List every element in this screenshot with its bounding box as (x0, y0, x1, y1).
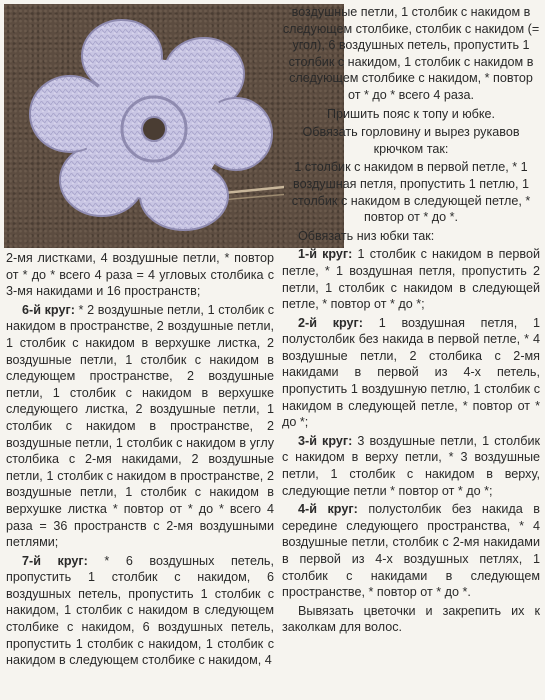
round-6-text: * 2 воздушные петли, 1 столбик с накидом в пространстве, 2 воздушные петли, 1 столбик с накидом в верхушке листка, 2 воздушные петли, 1 столбик с накидом в следующем пространстве, 2 воздушные петли, 1 столбик с накидом в верхушке следующего листка, 2 воздушные петли, 1 столбик с накидом в пространстве, 2 воздушные петли, 1 столбик с накидом в углу столбика с 2-мя накидами, 2 воздушные петли, 1 столбик с накидом в пространстве, 2 воздушные петли, 1 столбик с накидом в верхушке листка * повтор от * до * всего 4 раза = 36 пространств с 2-мя воздушными петлями; (6, 302, 274, 550)
round-2-text: 1 воздушная петля, 1 полустолбик без накида в первой петле, * 4 воздушные петли, 2 столбика с 2-мя накидами в первой из 4-х петель, пропустить 1 воздушную петлю, 1 столбик с накидом в следующей петле, * повтор от * до *; (282, 315, 540, 430)
round-7-paragraph (6, 553, 274, 669)
round-6-paragraph (6, 302, 274, 551)
round-3-text: 3 воздушные петли, 1 столбик с накидом в верху петли, * 3 воздушные петли, 1 столбик с накидом в верху, следующие петли * повтор от * до *; (282, 433, 540, 498)
right-paragraph-4: 1 столбик с накидом в первой петле, * 1 воздушная петля, пропустить 1 петлю, 1 столбик с накидом в следующей петле, * повтор от * до *. (291, 160, 531, 225)
right-paragraph-1: воздушные петли, 1 столбик с накидом в следующем столбике, столбик с накидом (= угол), 6 воздушных петель, пропустить 1 столбик с накидом, 1 столбик с накидом в следующем столбике с накидом, * повтор от * до * всего 4 раза. (282, 5, 540, 102)
round-4-label: 4-й круг: (298, 502, 358, 517)
right-paragraph-3: Обвязать горловину и вырез рукавов крючком так: (302, 125, 520, 156)
round-1-text: 1 столбик с накидом в первой петле, * 1 воздушная петля, пропустить 2 петли, 1 столбик с накидом в следующей петле, * повтор от * до *; (282, 247, 540, 312)
round-4-text: полустолбик без накида в середине следующего пространства, * 4 воздушные петли, столбик с 2-мя накидами в первой из 4-х воздушных петлях, 1 столбик с накидами в следующем пространстве, * повтор от * до *. (282, 502, 540, 600)
left-text-column (6, 250, 274, 671)
round-2-label: 2-й круг: (298, 315, 363, 330)
round-7-text: * 6 воздушных петель, пропустить 1 столбик с накидом, 6 воздушных петель, пропустить 1 столбик с накидом, 1 столбик с накидом в следующем столбике с накидом, 6 воздушных петель, пропустить 1 столбик с накидом, 1 столбик с накидом в следующем столбике с накидом, 4 (6, 553, 274, 668)
round-6-label: 6-й круг: (22, 302, 75, 317)
right-text-column (282, 4, 540, 638)
round-3-paragraph (282, 433, 540, 499)
left-paragraph-1: 2-мя листками, 4 воздушные петли, * повтор от * до * всего 4 раза = 4 угловых столбика с 3-мя накидами и 16 пространств; (6, 251, 274, 299)
round-4-paragraph (282, 501, 540, 601)
round-1-paragraph (282, 246, 540, 312)
right-paragraph-5: Обвязать низ юбки так: (298, 228, 435, 243)
right-paragraph-6: Вывязать цветочки и закрепить их к заколкам для волос. (282, 603, 540, 635)
round-1-label: 1-й круг: (298, 247, 353, 262)
round-3-label: 3-й круг: (298, 433, 353, 448)
flower-illustration (4, 4, 284, 248)
right-paragraph-2: Пришить пояс к топу и юбке. (326, 106, 496, 121)
round-7-label: 7-й круг: (22, 553, 88, 568)
round-2-paragraph (282, 315, 540, 431)
